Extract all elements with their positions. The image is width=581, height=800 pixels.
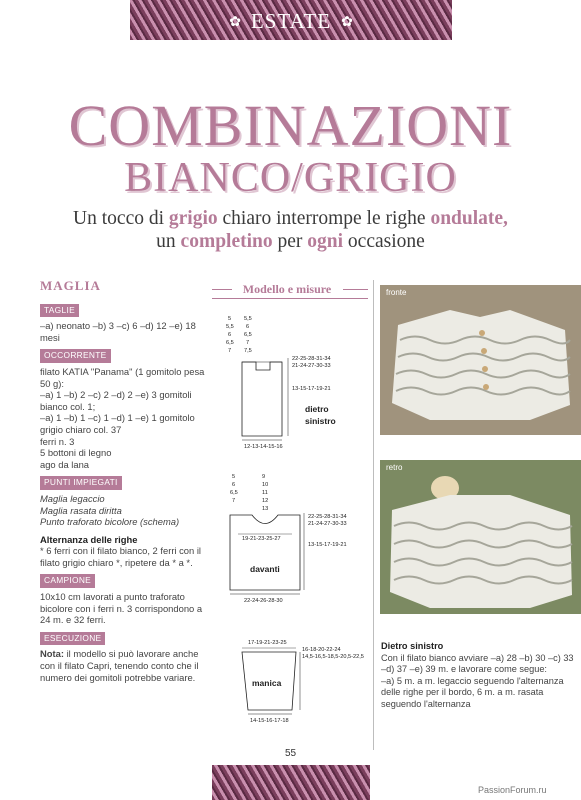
page-number: 55 <box>284 748 297 759</box>
page-title-line2: BIANCO/GRIGIO <box>124 155 457 201</box>
subtitle-highlight: ogni <box>307 231 344 252</box>
dietro-sinistro-text: –a) 5 m. a m. legaccio seguendo l'alternanza delle righe per il bordo, 6 m. a m. rasata seguendo l'alternanza <box>381 675 564 709</box>
measure-label: 13-15-17-19-21 <box>308 542 347 548</box>
subtitle-highlight: ondulate, <box>430 208 508 229</box>
measure-label: 13-15-17-19-21 <box>292 386 331 392</box>
measure-label: 6 <box>246 324 250 330</box>
measure-label: 11 <box>262 490 268 496</box>
subtitle-text: occasione <box>343 231 425 252</box>
photo-retro <box>380 460 581 614</box>
alternanza-text: * 6 ferri con il filato bianco, 2 ferri con il filato grigio chiaro *, ripetere da * a *. <box>40 545 202 568</box>
measure-label: 22-25-28-31-34 <box>292 356 331 362</box>
measure-label: 7 <box>246 340 250 346</box>
piece-label: sinistro <box>305 416 336 426</box>
measure-label: 6,5 <box>244 332 252 338</box>
sweater-front-image <box>380 285 581 435</box>
divider <box>212 298 368 299</box>
measure-label: 22-24-26-28-30 <box>244 598 283 604</box>
measure-label: 22-25-28-31-34 <box>308 514 347 520</box>
measure-label: 5,5 <box>244 316 252 322</box>
maglia-column <box>40 280 208 683</box>
campione-text: 10x10 cm lavorati a punto traforato bicolore con i ferri n. 3 corrispondono a 24 m. e 32 ferri. <box>40 591 203 626</box>
measure-label: 14,5-16,5-18,5-20,5-22,5 <box>302 654 364 660</box>
davanti-schematic <box>230 474 347 604</box>
piece-label: manica <box>252 678 282 688</box>
punto-item: Punto traforato bicolore (schema) <box>40 516 180 528</box>
measure-label: 21-24-27-30-33 <box>292 363 331 369</box>
punti-label: PUNTI IMPIEGATI <box>40 476 122 490</box>
dietro-sinistro-title: Dietro sinistro <box>381 641 444 651</box>
section-header <box>130 8 452 34</box>
occorrente-line: filato KATIA "Panama" (1 gomitolo pesa 50 g): <box>40 365 205 389</box>
watermark-credit: PassionForum.ru <box>478 785 547 795</box>
measure-label: 5 <box>232 474 236 480</box>
measure-label: 7 <box>228 348 232 354</box>
measure-label: 21-24-27-30-33 <box>308 521 347 527</box>
dietro-sinistro-section <box>381 641 577 711</box>
subtitle-text: per <box>272 231 308 252</box>
photo-fronte <box>380 285 581 435</box>
subtitle-text: un <box>156 231 181 252</box>
diagram-title: Modello e misure <box>242 282 332 296</box>
measure-label: 6 <box>232 482 236 488</box>
section-title: ESTATE <box>250 8 332 33</box>
occorrente-label: OCCORRENTE <box>40 349 111 363</box>
measure-label: 10 <box>262 482 269 488</box>
piece-label: davanti <box>250 564 280 574</box>
subtitle-text: chiaro interrompe le righe <box>217 208 431 229</box>
measure-label: 9 <box>262 474 266 480</box>
measure-label: 6,5 <box>226 340 234 346</box>
measure-label: 7,5 <box>244 348 252 354</box>
subtitle-highlight: grigio <box>168 208 218 229</box>
punto-item: Maglia legaccio <box>40 492 105 504</box>
column-divider <box>373 280 374 750</box>
subtitle <box>0 207 581 253</box>
photo-label-retro: retro <box>386 463 403 472</box>
occorrente-line: 5 bottoni di legno <box>40 447 112 459</box>
measure-label: 16-18-20-22-24 <box>302 647 341 653</box>
esecuzione-label: ESECUZIONE <box>40 632 105 646</box>
measure-label: 13 <box>262 506 269 512</box>
dietro-schematic <box>226 316 336 450</box>
measure-label: 7 <box>232 498 236 504</box>
measure-label: 5,5 <box>226 324 234 330</box>
dietro-sinistro-text: Con il filato bianco avviare –a) 28 –b) 30 –c) 33 –d) 37 –e) 39 m. e lavorare come segue: <box>381 652 574 675</box>
nota-bold: Nota: <box>40 648 64 660</box>
maglia-heading: MAGLIA <box>40 278 101 293</box>
measure-label: 12 <box>262 498 269 504</box>
footer-knit-band <box>212 765 370 800</box>
nota-text <box>40 648 208 683</box>
flower-icon: ✿ <box>341 12 353 29</box>
schematic-diagram <box>212 300 372 740</box>
measure-label: 19-21-23-25-27 <box>242 536 281 542</box>
photo-label-fronte: fronte <box>386 288 407 297</box>
subtitle-text: Un tocco di <box>73 208 169 229</box>
occorrente-line: –a) 1 –b) 2 –c) 2 –d) 2 –e) 3 gomitoli bianco col. 1; <box>40 389 192 412</box>
measure-label: 17-19-21-23-25 <box>248 640 287 646</box>
flower-icon: ✿ <box>229 12 241 29</box>
page-title-line1: COMBINAZIONI <box>68 93 513 158</box>
nota-body: il modello si può lavorare anche con il filato Capri, tenendo conto che il numero dei gomitoli potrebbe variare. <box>40 648 199 683</box>
occorrente-line: –a) 1 –b) 1 –c) 1 –d) 1 –e) 1 gomitolo grigio chiaro col. 37 <box>40 412 195 435</box>
sweater-back-image <box>380 460 581 614</box>
alternanza-title: Alternanza delle righe <box>40 533 138 545</box>
campione-label: CAMPIONE <box>40 574 95 588</box>
punto-item: Maglia rasata diritta <box>40 504 122 516</box>
measure-label: 14-15-16-17-18 <box>250 718 289 724</box>
taglie-label: TAGLIE <box>40 304 79 318</box>
piece-label: dietro <box>305 404 329 414</box>
taglie-text: –a) neonato –b) 3 –c) 6 –d) 12 –e) 18 mesi <box>40 320 196 343</box>
subtitle-highlight: completino <box>180 231 273 252</box>
measure-label: 5 <box>228 316 232 322</box>
manica-schematic <box>242 640 364 724</box>
occorrente-line: ago da lana <box>40 458 90 470</box>
measure-label: 12-13-14-15-16 <box>244 444 283 450</box>
measure-label: 6 <box>228 332 232 338</box>
measure-label: 6,5 <box>230 490 238 496</box>
occorrente-line: ferri n. 3 <box>40 435 75 447</box>
